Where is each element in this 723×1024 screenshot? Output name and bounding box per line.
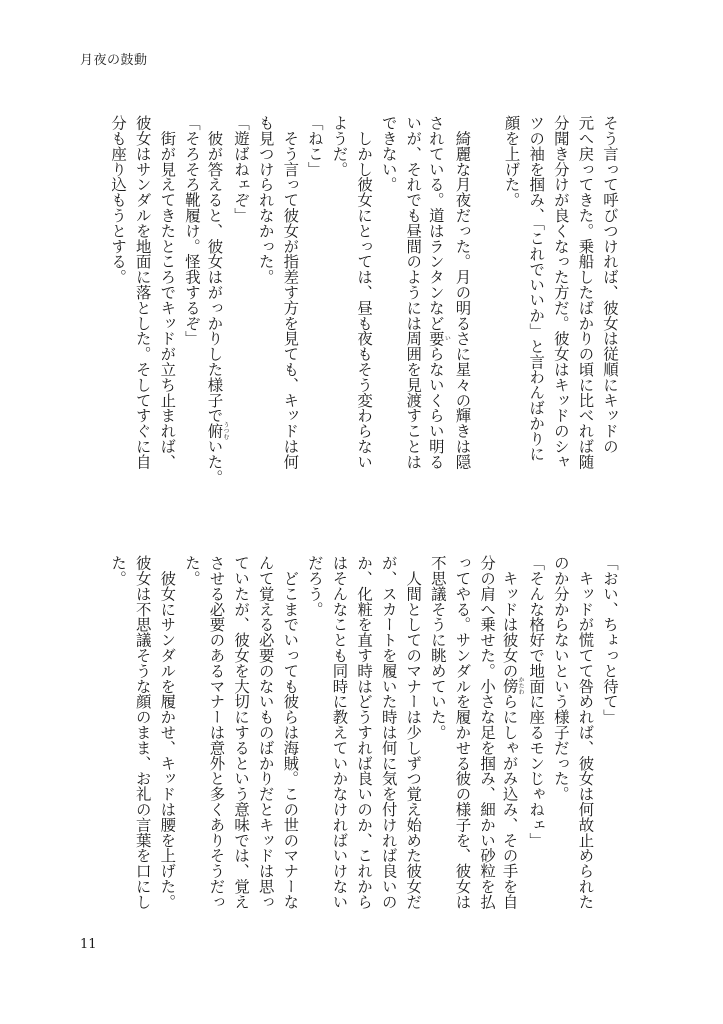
running-header-title: 月夜の鼓動 (80, 53, 148, 68)
text-segment: らにしゃがみ込み、その手を自 (500, 693, 519, 910)
text-line: しかし彼女にとっては、昼も夜もそう変わらない (355, 115, 374, 470)
ruby-word (500, 676, 525, 695)
text-line: だろう。 (305, 555, 324, 617)
text-line: ようだ。 (330, 115, 349, 177)
page-number: 11 (80, 937, 97, 952)
ruby-reading: うつむ (222, 421, 229, 440)
text-line: のか分からないという様子だった。 (551, 555, 570, 802)
text-line: そう言って呼びつければ、彼女は従順にキッドの (601, 115, 619, 454)
ruby-reading: かたわ (517, 676, 525, 695)
text-line: んて覚える必要のないものばかりだとキッドは思っ (256, 555, 275, 910)
ruby-word (426, 330, 451, 347)
text-line: そう言って彼女が指差す方を見ても、キッドは何 (281, 115, 300, 470)
text-line (499, 555, 525, 910)
text-block-bottom (84, 555, 622, 910)
text-segment: 彼が答えると、彼女はがっかりした様子で (205, 115, 224, 423)
ruby-word (205, 421, 229, 440)
text-line: 人間としてのマナーは少しずつ覚え始めた彼女だ (404, 555, 423, 910)
ruby-base: 傍 (500, 676, 519, 695)
text-line: 分聞き分けが良くなった方だ。彼女はキッドのシャ (551, 115, 570, 470)
text-line (474, 115, 499, 461)
text-line: どこまでいっても彼らは海賊。この世のマナーな (281, 555, 300, 910)
ruby-reading: い (443, 330, 451, 347)
text-line: させる必要のあるマナーは意外と多くありそうだっ (207, 555, 226, 910)
text-line: 「そんな格好で地面に座るモンじゃねェ」 (527, 555, 546, 848)
ruby-base: 俯 (205, 421, 224, 440)
text-line: 街が見えてきたところでキッドが立ち止まれば、 (158, 115, 177, 470)
text-line (425, 115, 451, 470)
text-line: た。 (109, 555, 128, 586)
text-segment: されている。道はランタンなど (426, 115, 445, 331)
text-line: 彼女はサンダルを地面に落とした。そしてすぐに自 (133, 115, 152, 470)
text-segment: いた。 (205, 438, 224, 485)
text-line: 「遊ばねェぞ」 (232, 115, 251, 223)
ruby-base: 要 (426, 330, 445, 347)
text-line: が、スカートを履いた時は何に気を付ければ良いの (379, 555, 398, 910)
text-line: 分の肩へ乗せた。小さな足を掴み、細かい砂粒を払 (478, 555, 497, 910)
text-segment: らないくらい明る (426, 346, 445, 470)
text-line: ツの袖を掴み、「これでいいか」と言わんばかりに (527, 115, 546, 462)
text-line: いが、それでも昼間のようには周囲を見渡すことは (404, 115, 423, 470)
text-line: キッドが慌てて咎めれば、彼女は何故止められた (576, 555, 595, 910)
text-line: 綺麗な月夜だった。月の明るさに星々の輝きは隠 (453, 115, 472, 470)
text-line: 彼女にサンダルを履かせ、キッドは腰を上げた。 (158, 555, 177, 910)
text-line: か、化粧を直す時はどうすれば良いのか、これから (355, 555, 374, 910)
text-line: 元へ戻ってきた。乗船したばかりの頃に比べれば随 (576, 115, 595, 470)
text-segment: キッドは彼女の (500, 555, 519, 679)
text-block-top (84, 115, 622, 485)
text-line: ってやる。サンダルを履かせる彼の様子を、彼女は (453, 555, 472, 910)
text-line: 彼女は不思議そうな顔のまま、お礼の言葉を口にし (133, 555, 152, 910)
text-line: 「そろそろ靴履け。怪我するぞ」 (182, 115, 201, 346)
text-line: 分も座り込もうとする。 (109, 115, 128, 285)
text-line (204, 115, 229, 485)
text-line: 不思議そうに眺めていた。 (428, 555, 447, 740)
text-line: 「おい、ちょっと待て」 (601, 555, 619, 725)
text-line: ていたが、彼女を大切にするという意味では、覚え (232, 555, 251, 910)
text-line: も見つけられなかった。 (256, 115, 275, 285)
text-line: 「ねこ」 (305, 115, 324, 177)
text-line: はそんなことも同時に教えていかなければいけない (330, 555, 349, 910)
text-line: 顔を上げた。 (502, 115, 521, 208)
text-line: できない。 (379, 115, 398, 192)
text-line: た。 (182, 555, 201, 586)
